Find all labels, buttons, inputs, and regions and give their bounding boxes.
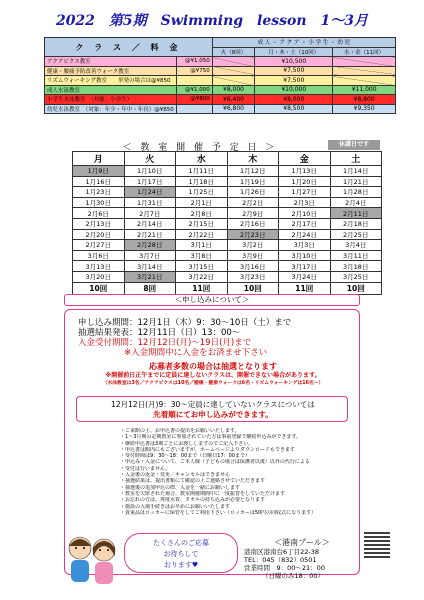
facility-hours: 営業時間 9：00〜21：00 <box>244 564 325 572</box>
schedule-calendar <box>72 151 382 295</box>
calendar-date-cell: 3月20日 <box>73 271 125 282</box>
calendar-date-cell: 2月6日 <box>73 208 125 219</box>
speech-line1: たくさんのご応募 <box>153 539 209 547</box>
calendar-total-cell: 10回 <box>227 282 279 294</box>
calendar-date-cell: 2月23日 <box>227 229 279 240</box>
calendar-date-cell: 1月24日 <box>124 187 176 198</box>
calendar-date-cell: 2月27日 <box>73 240 125 251</box>
facility-hours-sunday: （日曜のみ18：00） <box>262 572 325 580</box>
children-illustration <box>64 530 120 590</box>
calendar-date-cell: 1月17日 <box>124 176 176 187</box>
contact-info <box>244 539 360 580</box>
calendar-week-row <box>73 250 382 261</box>
crowd-line3: （水泳教室は3名／アクアビクスは10名／腰痛・健康ウォークは6名・リズムウォーキングは16名〜） <box>102 381 324 386</box>
calendar-date-cell: 2月22日 <box>176 229 228 240</box>
calendar-date-cell: 2月21日 <box>124 229 176 240</box>
calendar-date-cell: 1月12日 <box>227 166 279 177</box>
calendar-date-cell: 1月14日 <box>330 166 382 177</box>
fee-amount <box>212 76 255 86</box>
note-item: ・ 受付は行いません。 <box>120 466 352 472</box>
application-period: 申し込み期間：12月1日（木）9：30〜10日（土）まで <box>78 318 292 328</box>
calendar-date-cell: 1月28日 <box>330 187 382 198</box>
fee-class-name: 幼児水泳教室 （対象：年少・年中・年長）@¥850 <box>45 104 177 114</box>
calendar-date-cell: 1月26日 <box>227 187 279 198</box>
calendar-total-cell: 8回 <box>124 282 176 294</box>
calendar-date-cell: 1月20日 <box>279 176 331 187</box>
fee-amount <box>333 66 396 76</box>
calendar-date-cell: 2月7日 <box>124 208 176 219</box>
fee-amount: ¥8,800 <box>333 95 396 105</box>
note-item: ・ 教室を欠席された場合、教室開催期間中に一度振替をしていただけます <box>120 491 352 497</box>
fee-row <box>45 66 396 76</box>
fee-row <box>45 57 396 67</box>
calendar-date-cell: 3月6日 <box>73 250 125 261</box>
calendar-date-cell: 3月7日 <box>124 250 176 261</box>
calendar-week-row <box>73 218 382 229</box>
calendar-date-cell: 1月30日 <box>73 197 125 208</box>
fee-header-wed-fri: 水・金（11回） <box>333 47 396 57</box>
calendar-week-row <box>73 229 382 240</box>
fee-amount <box>333 57 396 67</box>
calendar-date-cell: 2月28日 <box>124 240 176 251</box>
calendar-date-cell: 3月8日 <box>176 250 228 261</box>
crowd-line1: 応募者多数の場合は抽選となります <box>149 362 277 371</box>
calendar-total-cell: 11回 <box>176 282 228 294</box>
fee-amount: ¥6,800 <box>212 104 255 114</box>
fee-unit-price <box>176 104 212 114</box>
calendar-date-cell: 2月24日 <box>279 229 331 240</box>
fee-table <box>44 37 396 114</box>
payment-period: 入金受付期間：12月12日(月)〜19日(月)まで <box>78 338 252 348</box>
calendar-day-header: 土 <box>330 152 382 166</box>
fee-amount: ¥9,350 <box>333 104 396 114</box>
calendar-total-cell: 10回 <box>73 282 125 294</box>
calendar-date-cell: 1月10日 <box>124 166 176 177</box>
fee-amount <box>333 76 396 86</box>
schedule-heading: ＜ 教 室 開 催 予 定 日 ＞ <box>122 143 278 153</box>
facility-name: ＜港南プール＞ <box>274 538 330 547</box>
first-come-notice <box>80 400 346 420</box>
calendar-day-header: 水 <box>176 152 228 166</box>
note-item: ・ 施設の入場手続きはお早めにお願いいたします <box>120 504 352 510</box>
fee-class-name: リズムウォーキング教室 単発の場合は@¥850 <box>45 76 177 86</box>
fee-amount: ¥6,400 <box>212 95 255 105</box>
calendar-date-cell: 3月25日 <box>330 271 382 282</box>
note-item: ・ お忘れの方は、再度水着、タオルの持ち込みが必要となります <box>120 497 352 503</box>
calendar-date-cell: 3月24日 <box>279 271 331 282</box>
fee-header-tue: 火（8回） <box>212 47 255 57</box>
speech-bubble <box>124 533 238 573</box>
calendar-week-row <box>73 271 382 282</box>
notice-line1: 12月12日(月)9：30〜定員に達していないクラスについては <box>111 400 315 409</box>
notice-line2: 先着順にてお申し込みができます。 <box>153 410 273 419</box>
fee-unit-price: @¥750 <box>176 66 212 76</box>
fee-header-group: 成 人 ・ ア ク ア ・ 小 学 生 ・ 幼 児 <box>212 38 395 48</box>
fee-unit-price: @¥1,050 <box>176 57 212 67</box>
fee-header-class: ク ラ ス ／ 料 金 <box>45 38 213 57</box>
calendar-date-cell: 1月13日 <box>279 166 331 177</box>
calendar-week-row <box>73 187 382 198</box>
calendar-date-cell: 1月11日 <box>176 166 228 177</box>
qr-code-icon <box>364 532 390 558</box>
fee-amount: ¥8,000 <box>255 95 333 105</box>
calendar-date-cell: 2月10日 <box>279 208 331 219</box>
calendar-date-cell: 1月23日 <box>73 187 125 198</box>
calendar-day-header: 月 <box>73 152 125 166</box>
fee-amount: ¥8,000 <box>212 85 255 95</box>
calendar-date-cell: 2月9日 <box>227 208 279 219</box>
calendar-date-cell: 3月18日 <box>330 261 382 272</box>
calendar-date-cell: 3月9日 <box>227 250 279 261</box>
crowd-line2: ※開催前日正午までに定員に達しないクラスは、開催できない場合があります。 <box>105 372 321 379</box>
note-item: ・ 1〜3月期の定期教室に参加されていた方は事前登録で継続申込みができます。 <box>120 434 352 440</box>
fee-row <box>45 76 396 86</box>
note-item: ・ 抽選後の追加申込の際、入金を一緒にお願いします <box>120 485 352 491</box>
calendar-date-cell: 2月4日 <box>330 197 382 208</box>
calendar-date-cell: 3月11日 <box>330 250 382 261</box>
calendar-date-cell: 3月4日 <box>330 240 382 251</box>
calendar-date-cell: 1月19日 <box>227 176 279 187</box>
calendar-date-cell: 1月16日 <box>73 176 125 187</box>
calendar-date-cell: 2月3日 <box>279 197 331 208</box>
calendar-date-cell: 3月3日 <box>279 240 331 251</box>
calendar-date-cell: 3月2日 <box>227 240 279 251</box>
calendar-date-cell: 1月9日 <box>73 166 125 177</box>
fee-amount: ¥8,500 <box>255 104 333 114</box>
crowd-notice <box>72 362 354 388</box>
calendar-date-cell: 2月2日 <box>227 197 279 208</box>
note-item: ・ 申込書は館内にもございますが、ホームページよりダウンロードもできます <box>120 447 352 453</box>
page-title: 2022 第5期 Swimming lesson 1〜3月 <box>55 13 369 29</box>
fee-class-name: アクアビクス教室 <box>45 57 177 67</box>
calendar-week-row <box>73 261 382 272</box>
calendar-date-cell: 2月25日 <box>330 229 382 240</box>
fee-amount: ¥11,000 <box>333 85 396 95</box>
facility-tel: TEL：045（832）0501 <box>244 556 317 564</box>
calendar-date-cell: 3月16日 <box>227 261 279 272</box>
notes-list <box>120 428 352 516</box>
fee-row <box>45 104 396 114</box>
calendar-date-cell: 2月15日 <box>176 218 228 229</box>
fee-amount <box>212 57 255 67</box>
fee-header-mon-thu-sat: 月・木・土（10回） <box>255 47 333 57</box>
calendar-totals-row <box>73 282 382 294</box>
calendar-total-cell: 10回 <box>330 282 382 294</box>
calendar-date-cell: 3月22日 <box>176 271 228 282</box>
note-item: ・ 貴重品はロッカーに保管をしてご利用下さい（ロッカーは50円の回収式になります） <box>120 510 352 516</box>
note-item: ・ 抽選結果は、提出書類にて確認の上ご連絡させていただきます <box>120 478 352 484</box>
calendar-week-row <box>73 208 382 219</box>
calendar-date-cell: 3月10日 <box>279 250 331 261</box>
calendar-date-cell: 3月17日 <box>279 261 331 272</box>
calendar-date-cell: 2月11日 <box>330 208 382 219</box>
calendar-week-row <box>73 197 382 208</box>
calendar-date-cell: 3月1日 <box>176 240 228 251</box>
fee-amount: ¥7,500 <box>255 76 333 86</box>
fee-class-name: 小学生水泳教室 （対象：小学生） <box>45 95 177 105</box>
fee-row <box>45 95 396 105</box>
note-item: ・ 受付時間は9：30〜18：00まで（日曜日17：00まで） <box>120 453 352 459</box>
calendar-date-cell: 3月15日 <box>176 261 228 272</box>
calendar-date-cell: 2月17日 <box>279 218 331 229</box>
calendar-week-row <box>73 240 382 251</box>
note-item: ・ 継続申込書は3期ごとにお渡ししますのでご記入下さい。 <box>120 441 352 447</box>
calendar-date-cell: 2月16日 <box>227 218 279 229</box>
calendar-date-cell: 2月8日 <box>176 208 228 219</box>
calendar-date-cell: 2月14日 <box>124 218 176 229</box>
speech-line2: お待ちして <box>163 550 199 558</box>
note-item: ・ ご来館の上、お申込書の提出をお願いいたします。 <box>120 428 352 434</box>
calendar-date-cell: 2月13日 <box>73 218 125 229</box>
calendar-date-cell: 3月21日 <box>124 271 176 282</box>
calendar-day-header: 木 <box>227 152 279 166</box>
calendar-week-row <box>73 176 382 187</box>
calendar-week-row <box>73 166 382 177</box>
calendar-day-header: 金 <box>279 152 331 166</box>
application-band: ＜申し込みについて＞ <box>64 294 360 306</box>
fee-unit-price: @¥1,000 <box>176 85 212 95</box>
fee-amount: ¥7,500 <box>255 66 333 76</box>
calendar-total-cell: 11回 <box>279 282 331 294</box>
lottery-result: 抽選結果発表：12月11日（日）13：00〜 <box>78 328 241 338</box>
calendar-date-cell: 1月27日 <box>279 187 331 198</box>
fee-class-name: 健康・腰痛予防改善ウォーク教室 <box>45 66 177 76</box>
note-item: ・ 申込み・入金について、ご本人様（子どもの場合は保護者以後）以外の代行による <box>120 459 352 465</box>
calendar-date-cell: 3月13日 <box>73 261 125 272</box>
calendar-date-cell: 1月21日 <box>330 176 382 187</box>
calendar-date-cell: 2月20日 <box>73 229 125 240</box>
calendar-date-cell: 2月1日 <box>176 197 228 208</box>
fee-amount: ¥10,000 <box>255 85 333 95</box>
fee-amount <box>212 66 255 76</box>
speech-line3: おります♥ <box>163 561 199 569</box>
calendar-date-cell: 1月18日 <box>176 176 228 187</box>
fee-amount: ¥10,500 <box>255 57 333 67</box>
note-item: ・ 入金後の返金・変更／キャンセルはできません <box>120 472 352 478</box>
calendar-date-cell: 3月23日 <box>227 271 279 282</box>
calendar-day-header: 火 <box>124 152 176 166</box>
application-periods <box>78 318 358 358</box>
calendar-date-cell: 1月31日 <box>124 197 176 208</box>
fee-row <box>45 85 396 95</box>
calendar-date-cell: 1月25日 <box>176 187 228 198</box>
fee-class-name: 成人水泳教室 <box>45 85 177 95</box>
holiday-legend: 休講日です <box>328 140 380 150</box>
calendar-date-cell: 3月14日 <box>124 261 176 272</box>
fee-unit-price <box>176 76 212 86</box>
facility-address: 港南区港南台6丁目22-38 <box>244 548 320 556</box>
fee-unit-price: @¥800 <box>176 95 212 105</box>
calendar-date-cell: 2月18日 <box>330 218 382 229</box>
payment-note: ※入金期間中に入金をお済ませ下さい <box>124 348 268 358</box>
